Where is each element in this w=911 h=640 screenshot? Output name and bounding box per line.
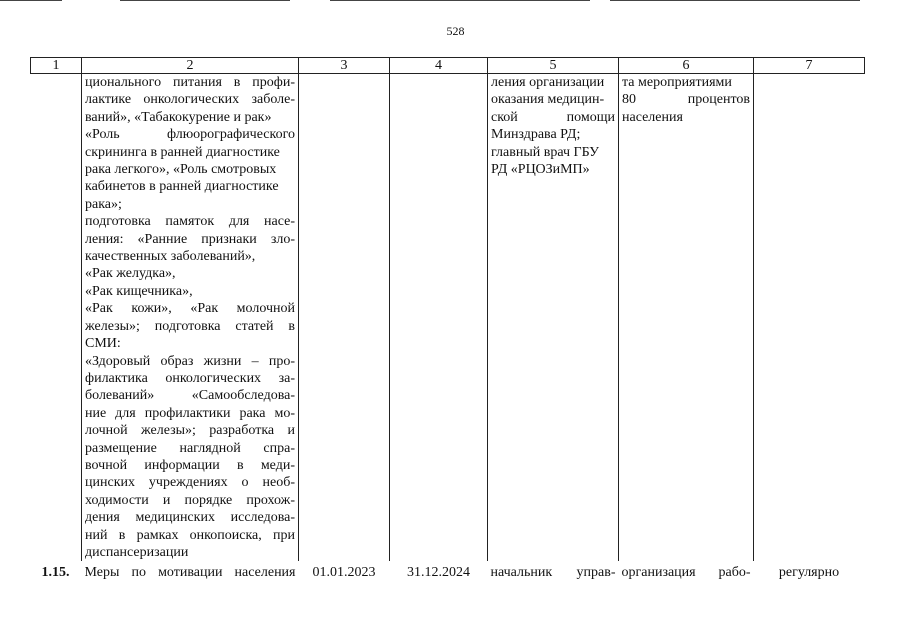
top-rule-middle-2	[330, 0, 590, 1]
col5-line: ской помощи	[491, 109, 615, 125]
col2-line: болеваний» «Самообследова-	[85, 388, 295, 404]
col2-line: ние для профилактики рака мо-	[85, 405, 295, 421]
col2-line: кабинетов в ранней диагностике	[85, 179, 279, 195]
col2-line: лактике онкологических заболе-	[85, 92, 295, 108]
col2-line: рака»;	[85, 196, 122, 212]
col2-line: вочной информации в меди-	[85, 457, 295, 473]
header-col-3: 3	[299, 58, 390, 74]
col2-line: «Здоровый образ жизни – про-	[85, 353, 295, 369]
header-col-6: 6	[619, 58, 754, 74]
document-table	[30, 57, 865, 581]
col2-line: скрининга в ранней диагностике	[85, 144, 280, 160]
continuation-col-7	[754, 74, 865, 562]
continuation-col-4	[390, 74, 488, 562]
header-col-7: 7	[754, 58, 865, 74]
col2-line: лочной железы»; разработка и	[85, 423, 295, 439]
header-col-5: 5	[488, 58, 619, 74]
page-number: 528	[446, 24, 465, 38]
col5-line: РД «РЦОЗиМП»	[491, 162, 590, 178]
col2-line: ваний», «Табакокурение и рак»	[85, 109, 272, 125]
row-result-text: организация рабо-	[621, 565, 751, 581]
col2-line: ний в рамках онкопоиска, при	[85, 527, 295, 543]
col2-line: «Рак кищечника»,	[85, 283, 193, 299]
col2-line: «Рак желудка»,	[85, 266, 176, 282]
continuation-col-6	[619, 74, 754, 562]
row-title-text: Меры по мотивации населения	[84, 565, 296, 581]
header-col-1: 1	[31, 58, 82, 74]
top-rule-right	[610, 0, 860, 1]
col2-line: железы»; подготовка статей в	[85, 318, 295, 334]
row-result	[619, 561, 754, 581]
col6-line: 80 процентов	[622, 92, 750, 108]
col2-line: «Роль флюорографического	[85, 127, 295, 143]
continuation-col-3	[299, 74, 390, 562]
top-rule-left	[0, 0, 62, 1]
col2-line: «Рак кожи», «Рак молочной	[85, 301, 295, 317]
table-row-1-15	[31, 561, 865, 581]
header-col-4: 4	[390, 58, 488, 74]
col6-line: населения	[622, 109, 683, 125]
continuation-col-1	[31, 74, 82, 562]
continuation-col-5	[488, 74, 619, 562]
col5-line: оказания медицин-	[491, 92, 605, 108]
col2-line: размещение наглядной спра-	[85, 440, 295, 456]
col2-line: цинских учреждениях о необ-	[85, 475, 295, 491]
row-start-date: 01.01.2023	[312, 565, 376, 581]
col2-line: дения медицинских исследова-	[85, 510, 295, 526]
continuation-row	[31, 74, 865, 562]
continuation-col-2	[82, 74, 299, 562]
row-responsible-text: начальник управ-	[490, 565, 616, 581]
col5-line: главный врач ГБУ	[491, 144, 600, 160]
col2-line: ходимости и порядке прохож-	[85, 492, 295, 508]
col2-line: диспансеризации	[85, 544, 189, 560]
top-rule-middle-1	[120, 0, 290, 1]
row-periodicity: регулярно	[778, 565, 840, 581]
row-title	[82, 561, 299, 581]
col2-line: рака легкого», «Роль смотровых	[85, 162, 277, 178]
col5-line: Минздрава РД;	[491, 127, 581, 143]
row-responsible	[488, 561, 619, 581]
col6-line: та мероприятиями	[622, 75, 732, 90]
col2-line: качественных заболеваний»,	[85, 249, 256, 265]
col5-line: ления организации	[491, 75, 605, 90]
header-col-2: 2	[82, 58, 299, 74]
col2-line: ционального питания в профи-	[85, 75, 295, 90]
document-table-wrapper	[30, 57, 864, 581]
header-row	[31, 58, 865, 74]
row-number: 1.15.	[41, 565, 70, 581]
row-end-date: 31.12.2024	[407, 565, 470, 581]
col2-line: филактика онкологических за-	[85, 370, 295, 386]
col2-line: СМИ:	[85, 336, 121, 352]
col2-line: подготовка памяток для насе-	[85, 214, 295, 230]
col2-line: ления: «Ранние признаки зло-	[85, 231, 295, 247]
